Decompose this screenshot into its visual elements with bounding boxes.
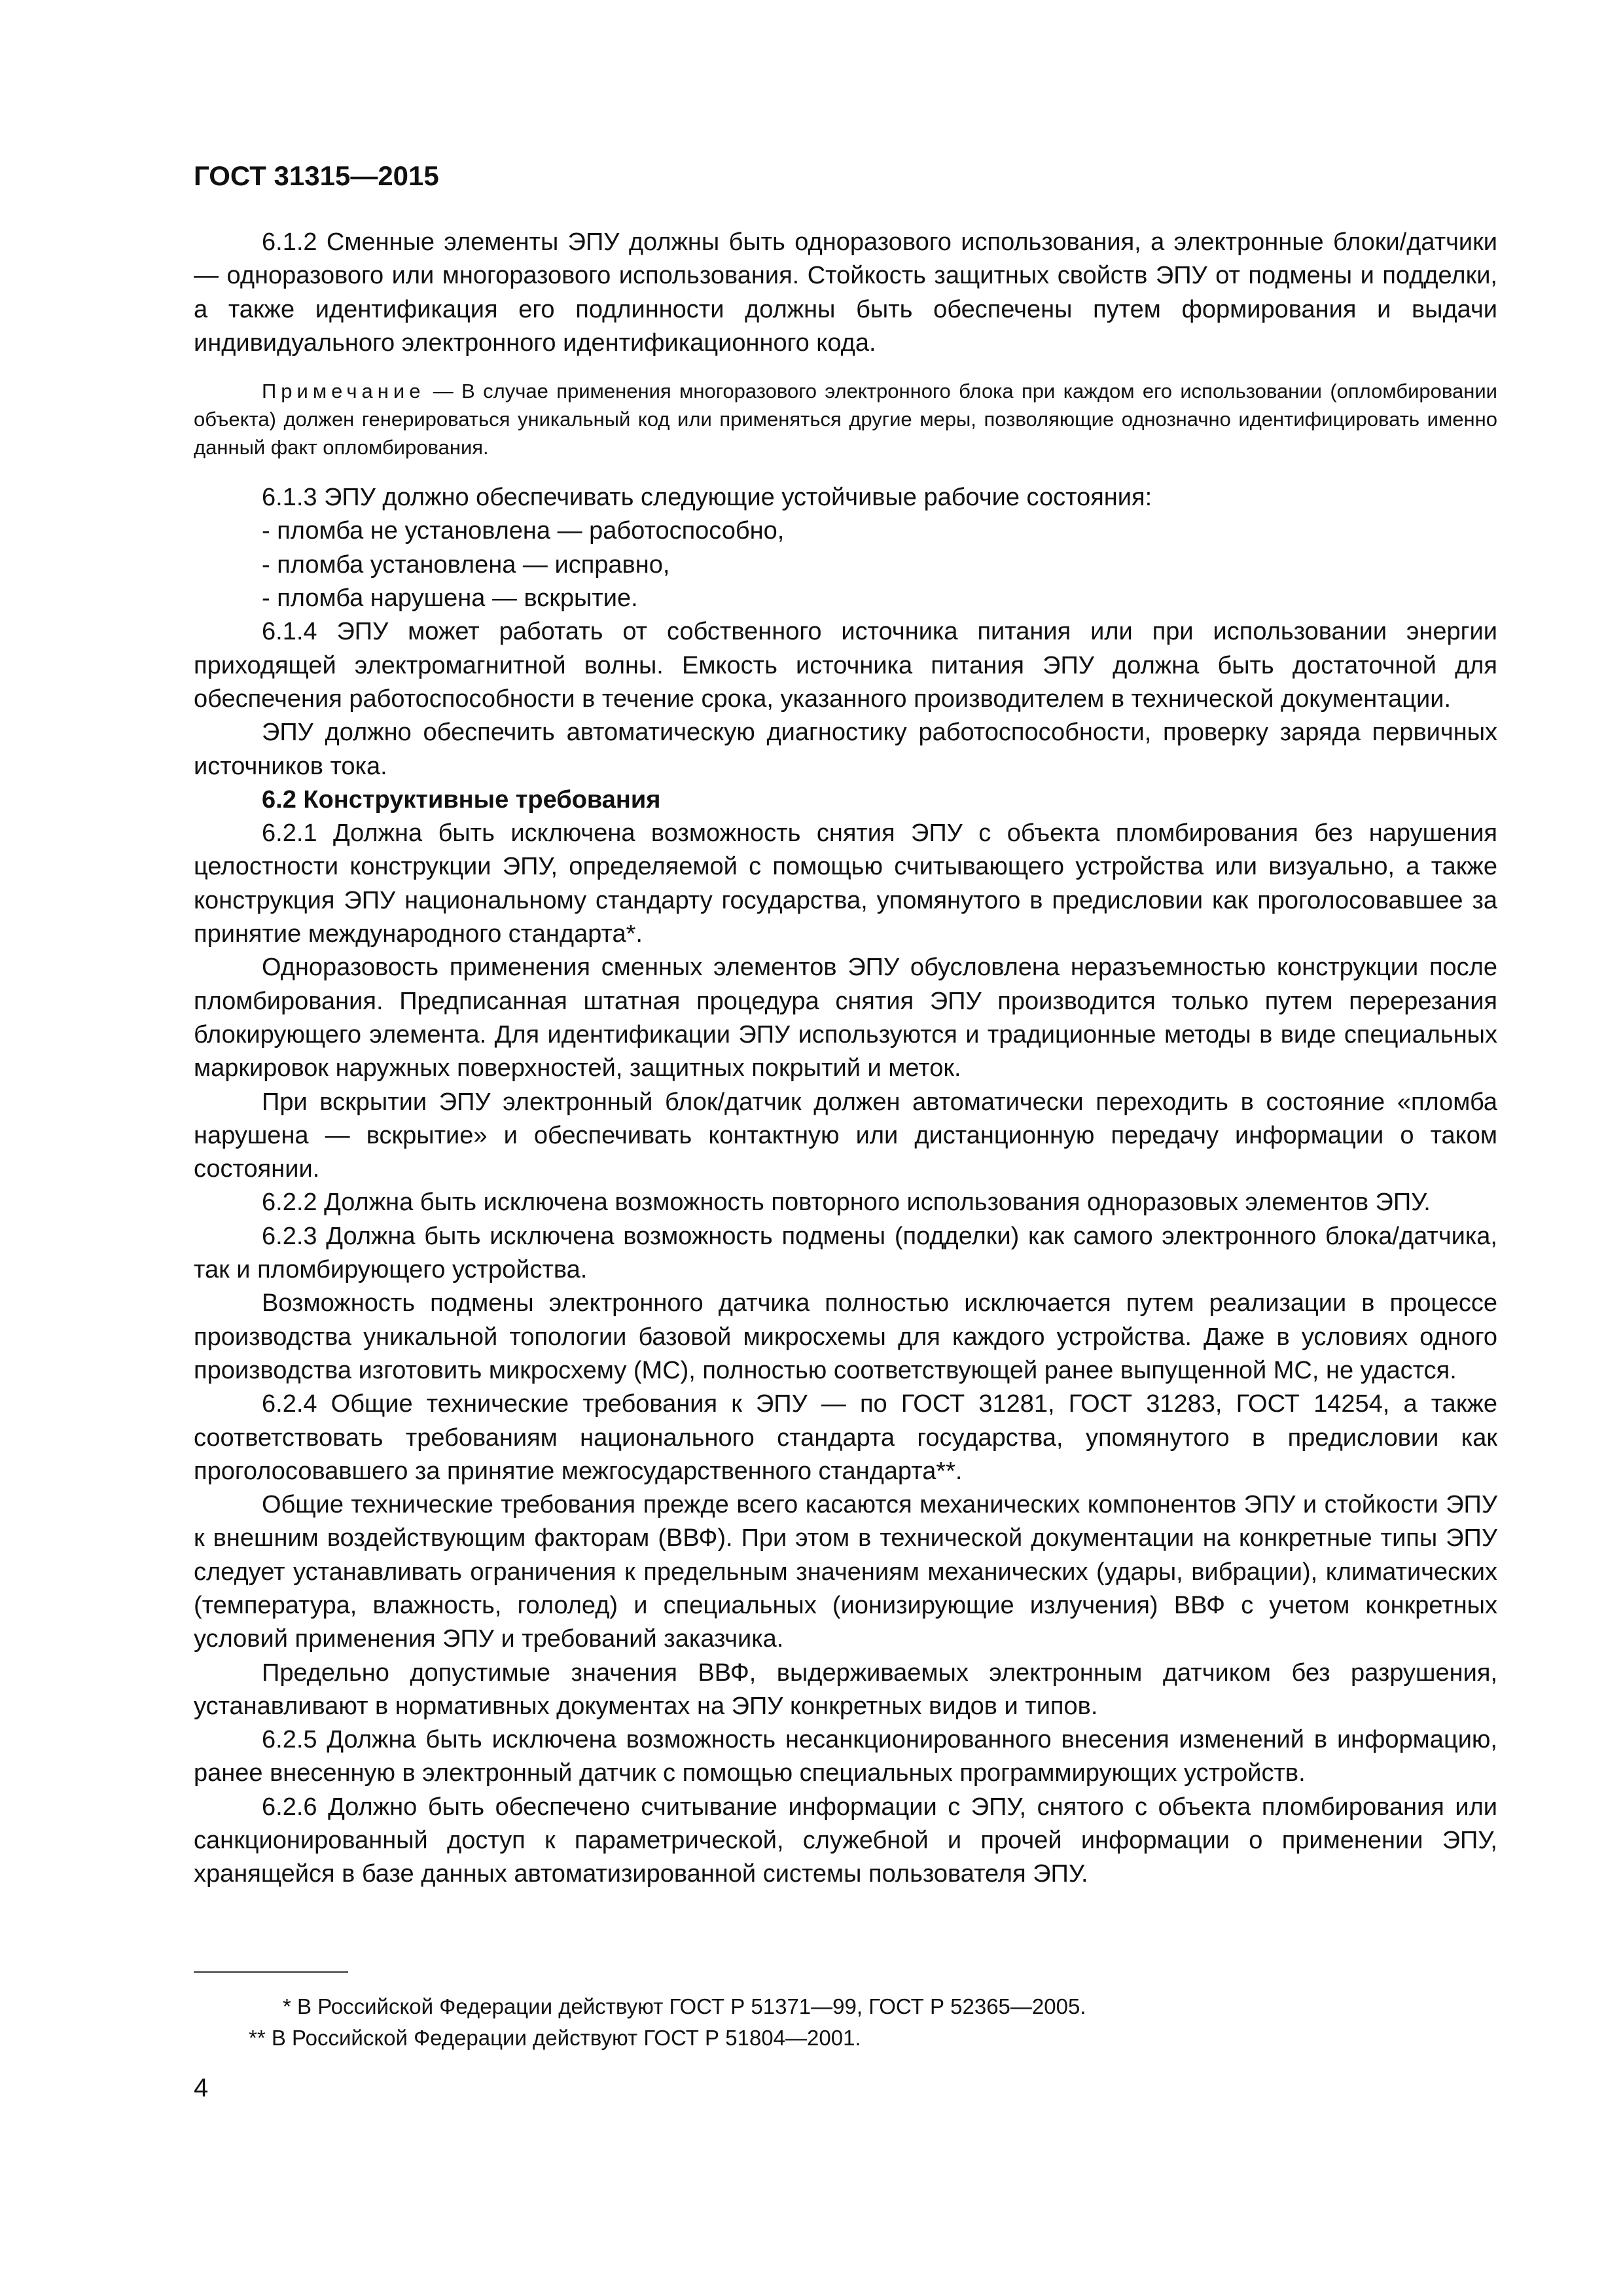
paragraph-6-2-3: 6.2.3 Должна быть исключена возможность подмены (подделки) как самого электронного блока/датчика, так и пломбирующего устройства. xyxy=(194,1222,1497,1284)
note xyxy=(194,377,1497,461)
paragraph-6-2-4-limits: Предельно допустимые значения ВВФ, выдерживаемых электронным датчиком без разрушения, устанавливают в нормативных документах на ЭПУ конкретных видов и типов. xyxy=(194,1659,1497,1720)
paragraph-6-2-2: 6.2.2 Должна быть исключена возможность повторного использования одноразовых элементов ЭПУ. xyxy=(262,1189,1431,1217)
paragraph-6-1-3: 6.1.3 ЭПУ должно обеспечивать следующие устойчивые рабочие состояния: xyxy=(262,484,1152,512)
footnote-separator xyxy=(194,1971,348,1973)
paragraph-6-2-3-substitution: Возможность подмены электронного датчика полностью исключается путем реализации в процессе производства уникальной топологии базовой микросхемы для каждого устройства. Даже в условиях одного производства изготовить микросхему (МС), полностью соответствующей ранее выпущенной МС, не удастся. xyxy=(194,1289,1497,1384)
section-heading-6-2: 6.2 Конструктивные требования xyxy=(262,785,661,814)
footnote-2: ** В Российской Федерации действуют ГОСТ Р 51804—2001. xyxy=(249,2026,861,2050)
document-body xyxy=(194,226,1497,1892)
note-text: — В случае применения многоразового электронного блока при каждом его использовании (опломбировании объекта) должен генерироваться уникальный код или применяться другие меры, позволяющие однозначно идентифицировать именно данный факт опломбирования. xyxy=(194,380,1497,459)
paragraph-6-2-1-single-use: Одноразовость применения сменных элементов ЭПУ обусловлена неразъемностью конструкции после пломбирования. Предписанная штатная процедура снятия ЭПУ производится только путем перерезания блокирующего элемента. Для идентификации ЭПУ используются и традиционные методы в виде специальных маркировок наружных поверхностей, защитных покрытий и меток. xyxy=(194,954,1497,1083)
list-item: - пломба нарушена — вскрытие. xyxy=(262,584,638,613)
page-header-title: ГОСТ 31315—2015 xyxy=(194,160,439,191)
list-item: - пломба не установлена — работоспособно, xyxy=(262,517,785,545)
paragraph-6-2-4: 6.2.4 Общие технические требования к ЭПУ — по ГОСТ 31281, ГОСТ 31283, ГОСТ 14254, а также соответствовать требованиям национального стандарта государства, упомянутого в предисловии как проголосовавшего за принятие межгосударственного стандарта**. xyxy=(194,1390,1497,1485)
paragraph-6-2-1-opening: При вскрытии ЭПУ электронный блок/датчик должен автоматически переходить в состояние «пломба нарушена — вскрытие» и обеспечивать контактную или дистанционную передачу информации о таком состоянии. xyxy=(194,1088,1497,1183)
paragraph-6-1-4: 6.1.4 ЭПУ может работать от собственного источника питания или при использовании энергии приходящей электромагнитной волны. Емкость источника питания ЭПУ должна быть достаточной для обеспечения работоспособности в течение срока, указанного производителем в технической документации. xyxy=(194,618,1497,713)
paragraph-6-2-5: 6.2.5 Должна быть исключена возможность несанкционированного внесения изменений в информацию, ранее внесенную в электронный датчик с помощью специальных программирующих устройств. xyxy=(194,1726,1497,1787)
page-number: 4 xyxy=(194,2073,209,2102)
paragraph-6-2-1: 6.2.1 Должна быть исключена возможность снятия ЭПУ с объекта пломбирования без нарушения целостности конструкции ЭПУ, определяемой с помощью считывающего устройства или визуально, а также конструкция ЭПУ национальному стандарту государства, упомянутого в предисловии как проголосовавшее за принятие международного стандарта*. xyxy=(194,819,1497,948)
paragraph-6-1-2: 6.1.2 Сменные элементы ЭПУ должны быть одноразового использования, а электронные блоки/датчики — одноразового или многоразового использования. Стойкость защитных свойств ЭПУ от подмены и подделки, а также идентификация его подлинности должны быть обеспечены путем формирования и выдачи индивидуального электронного идентификационного кода. xyxy=(194,228,1497,357)
paragraph-6-2-6: 6.2.6 Должно быть обеспечено считывание информации с ЭПУ, снятого с объекта пломбирования или санкционированный доступ к параметрической, служебной и прочей информации о применении ЭПУ, хранящейся в базе данных автоматизированной системы пользователя ЭПУ. xyxy=(194,1793,1497,1888)
list-item: - пломба установлена — исправно, xyxy=(262,550,670,579)
footnote-1: * В Российской Федерации действуют ГОСТ Р 51371—99, ГОСТ Р 52365—2005. xyxy=(283,1994,1086,2018)
note-label: Примечание xyxy=(262,380,425,403)
paragraph-6-2-4-general: Общие технические требования прежде всего касаются механических компонентов ЭПУ и стойкости ЭПУ к внешним воздействующим факторам (ВВФ). При этом в технической документации на конкретные типы ЭПУ следует устанавливать ограничения к предельным значениям механических (удары, вибрации), климатических (температура, влажность, гололед) и специальных (ионизирующие излучения) ВВФ с учетом конкретных условий применения ЭПУ и требований заказчика. xyxy=(194,1491,1497,1653)
paragraph-6-1-4-diagnostics: ЭПУ должно обеспечить автоматическую диагностику работоспособности, проверку заряда первичных источников тока. xyxy=(194,719,1497,780)
